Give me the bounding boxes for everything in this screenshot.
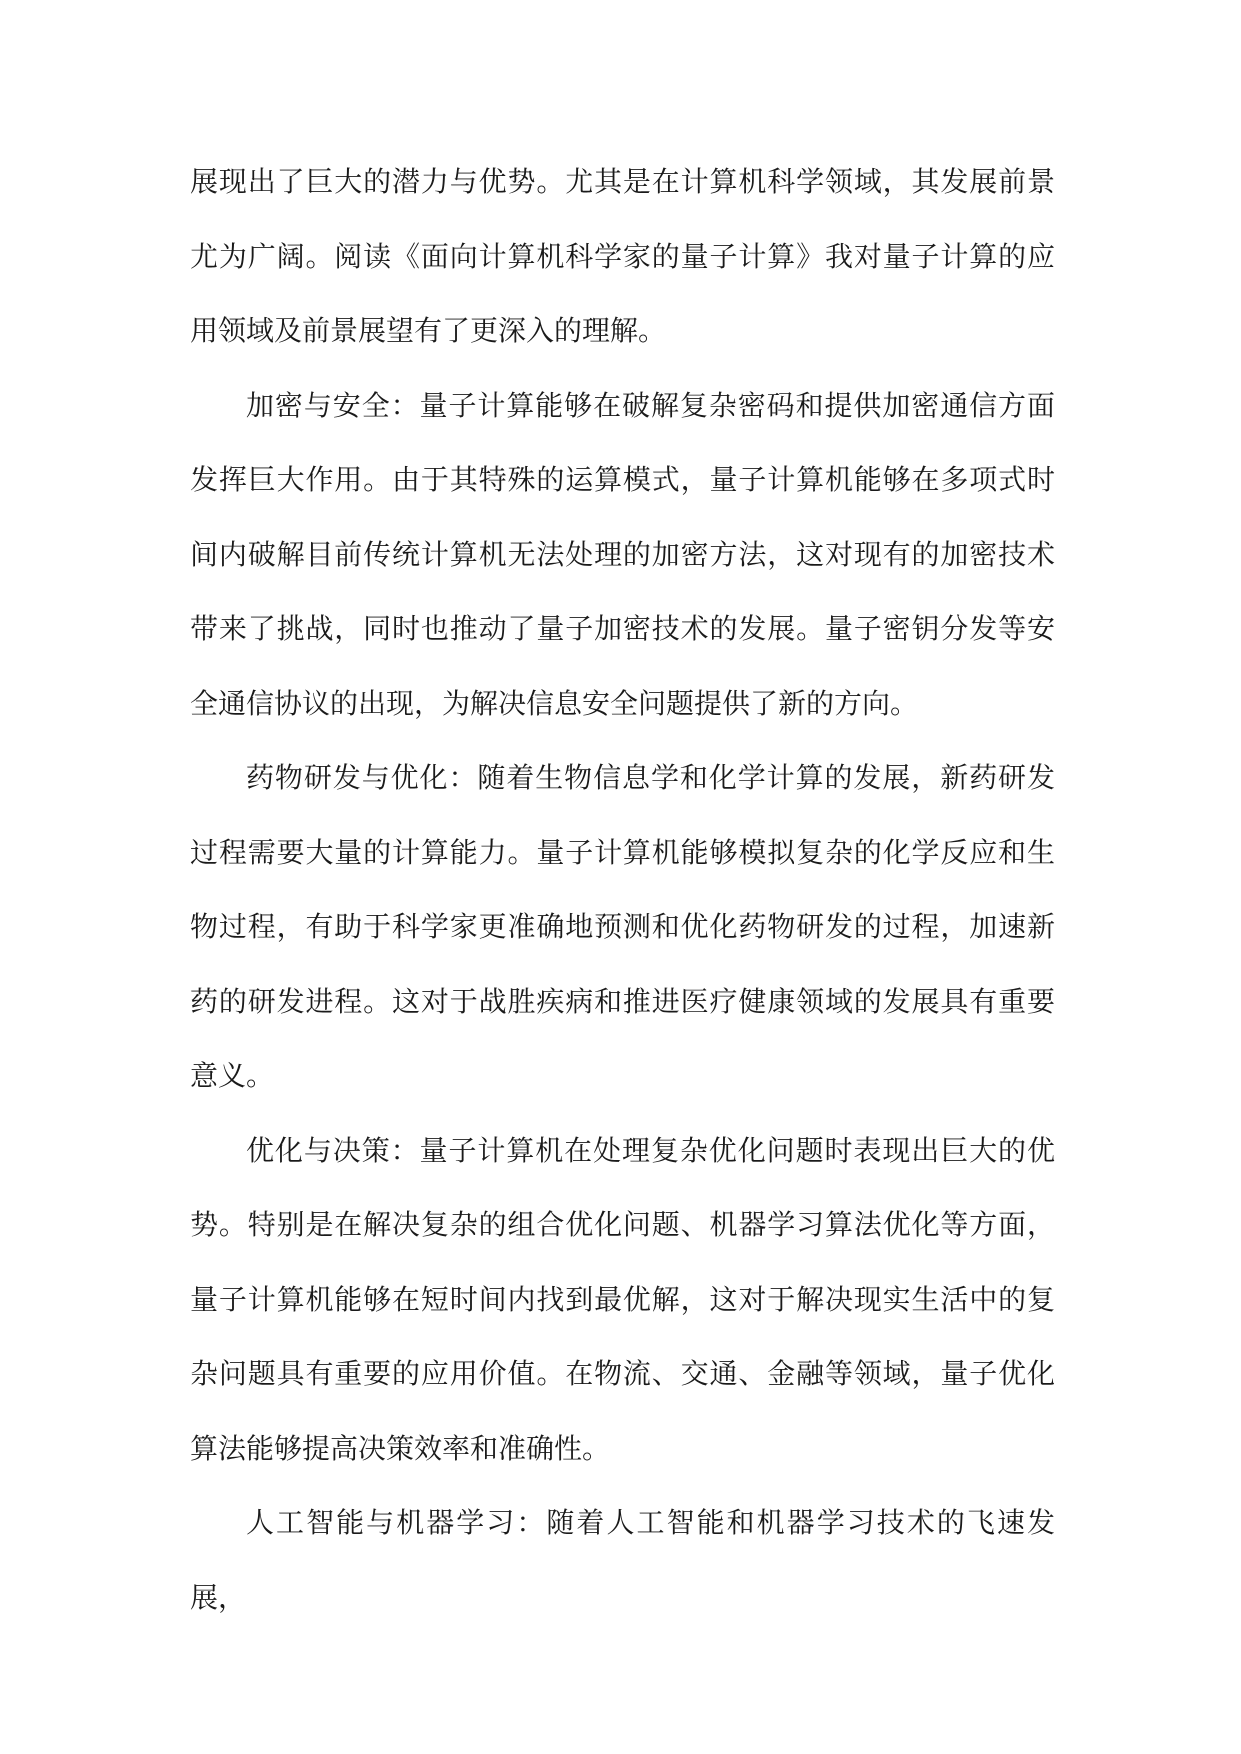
paragraph-continuation: 展现出了巨大的潜力与优势。尤其是在计算机科学领域，其发展前景尤为广阔。阅读《面向计算机科学家的量子计算》我对量子计算的应用领域及前景展望有了更深入的理解。 <box>190 165 1055 347</box>
paragraph-optimization-decision: 优化与决策：量子计算机在处理复杂优化问题时表现出巨大的优势。特别是在解决复杂的组合优化问题、机器学习算法优化等方面，量子计算机能够在短时间内找到最优解，这对于解决现实生活中的复杂问题具有重要的应用价值。在物流、交通、金融等领域，量子优化算法能够提高决策效率和准确性。 <box>190 1133 1055 1465</box>
document-body <box>190 145 1055 1635</box>
paragraph-ai-machine-learning: 人工智能与机器学习：随着人工智能和机器学习技术的飞速发展， <box>190 1506 1055 1614</box>
paragraph-drug-research: 药物研发与优化：随着生物信息学和化学计算的发展，新药研发过程需要大量的计算能力。量子计算机能够模拟复杂的化学反应和生物过程，有助于科学家更准确地预测和优化药物研发的过程，加速新药的研发进程。这对于战胜疾病和推进医疗健康领域的发展具有重要意义。 <box>190 761 1055 1092</box>
paragraph-encryption-security: 加密与安全：量子计算能够在破解复杂密码和提供加密通信方面发挥巨大作用。由于其特殊的运算模式，量子计算机能够在多项式时间内破解目前传统计算机无法处理的加密方法，这对现有的加密技术带来了挑战，同时也推动了量子加密技术的发展。量子密钥分发等安全通信协议的出现，为解决信息安全问题提供了新的方向。 <box>190 388 1055 720</box>
